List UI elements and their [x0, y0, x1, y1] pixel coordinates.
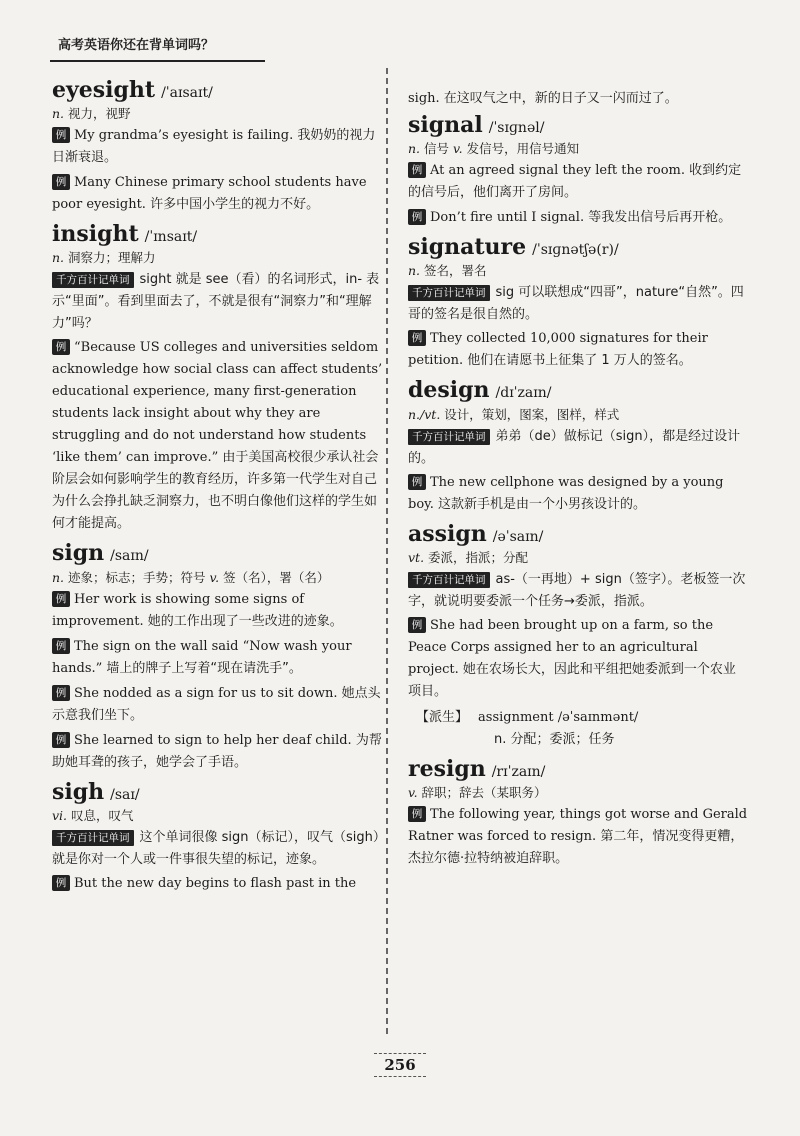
- example-sentence: [52, 589, 387, 633]
- dictionary-entry: [408, 378, 748, 515]
- example-zh: 她的工作出现了一些改进的迹象。: [147, 613, 343, 629]
- example-sentence: [52, 337, 387, 535]
- memo-badge: 千方百计记单词: [408, 572, 490, 588]
- entry-headline: [408, 522, 748, 546]
- example-badge: 例: [408, 806, 426, 822]
- entry-headline: [52, 541, 387, 565]
- example-badge: 例: [52, 685, 70, 701]
- derivation-label: 【派生】: [416, 709, 469, 725]
- page-header-title: 高考英语你还在背单词吗？: [58, 38, 215, 53]
- example-en: Many Chinese primary school students have poor eyesight.: [52, 175, 367, 213]
- example-sentence: [408, 615, 748, 703]
- example-badge: 例: [408, 617, 426, 633]
- pos-meaning: 视力，视野: [68, 106, 131, 122]
- example-badge: 例: [52, 875, 70, 891]
- phonetic: /ˈsɪɡnətʃə(r)/: [532, 242, 619, 259]
- example-zh: 她在农场长大，因此和平组把她委派到一个农业项目。: [408, 661, 736, 699]
- page-number: 256: [374, 1053, 425, 1077]
- example-zh: 收到约定的信号后，他们离开了房间。: [408, 163, 742, 201]
- example-badge: 例: [408, 474, 426, 490]
- example-badge: 例: [52, 127, 70, 143]
- headword: sigh: [52, 778, 105, 805]
- pos-tag: n.: [52, 569, 65, 585]
- memo-text: sig 可以联想成“四哥”，nature“自然”。四哥的签名是很自然的。: [408, 285, 744, 323]
- part-of-speech-line: [408, 783, 748, 801]
- memo-text: 这个单词很像 sign（标记），叹气（sigh）就是你对一个人或一件事很失望的标记，迹象。: [52, 829, 386, 867]
- phonetic: /əˈsaɪn/: [492, 528, 544, 545]
- entry-headline: [408, 757, 748, 781]
- example-en: Her work is showing some signs of improvement.: [52, 591, 305, 629]
- example-badge: 例: [52, 339, 70, 355]
- example-badge: 例: [408, 162, 426, 178]
- example-zh: 为帮助她耳聋的孩子，她学会了手语。: [52, 732, 382, 770]
- pos-tag: n.: [408, 141, 421, 157]
- part-of-speech-line: [408, 548, 748, 566]
- dictionary-entry: [408, 235, 748, 372]
- phonetic: /saɪn/: [110, 548, 149, 565]
- part-of-speech-line: [52, 104, 387, 122]
- example-en: They collected 10,000 signatures for their petition.: [408, 331, 708, 369]
- entry-headline: [408, 113, 748, 137]
- memory-tip: [52, 269, 387, 335]
- example-en: The following year, things got worse and Gerald Ratner was forced to resign.: [408, 806, 748, 844]
- pos-tag: v.: [209, 569, 220, 585]
- pos-meaning: 设计，策划，图案，图样，样式: [444, 406, 620, 422]
- example-sentence: [52, 683, 387, 727]
- entry-headline: [52, 780, 387, 804]
- example-sentence: [52, 125, 387, 169]
- pos-meaning: 辞职；辞去（某职务）: [421, 784, 547, 800]
- example-en: The new cellphone was designed by a young boy.: [408, 474, 724, 512]
- example-sentence: [52, 873, 387, 895]
- memo-badge: 千方百计记单词: [52, 272, 134, 288]
- dictionary-entry: [52, 222, 387, 535]
- pos-tag: n.: [52, 250, 65, 266]
- example-badge: 例: [408, 209, 426, 225]
- pos-meaning: 迹象；标志；手势；符号: [68, 569, 206, 585]
- derivation-meaning: n. 分配；委派；任务: [494, 731, 615, 747]
- memo-badge: 千方百计记单词: [408, 285, 490, 301]
- phonetic: /ˈaɪsaɪt/: [161, 85, 213, 101]
- example-en: She had been brought up on a farm, so the Peace Corps assigned her to an agricultural project.: [408, 617, 714, 677]
- headword: design: [408, 377, 490, 404]
- memo-text: sight 就是 see（看）的名词形式，in- 表示“里面”。看到里面去了，不就是很有“洞察力”和“理解力”吗？: [52, 272, 380, 332]
- pos-tag: n./vt.: [408, 406, 441, 422]
- headword: signal: [408, 112, 483, 138]
- headword: signature: [408, 234, 527, 261]
- dictionary-entry: [408, 757, 748, 870]
- example-zh: 第二年，情况变得更糟，杰拉尔德·拉特纳被迫辞职。: [408, 828, 744, 866]
- entry-headline: [408, 235, 748, 259]
- part-of-speech-line: [408, 139, 748, 157]
- pos-tag: v.: [453, 141, 463, 157]
- pos-tag: n.: [408, 263, 421, 279]
- left-column: [52, 78, 387, 901]
- memo-badge: 千方百计记单词: [52, 830, 134, 846]
- pos-meaning: 签名，署名: [424, 263, 487, 279]
- headword: assign: [408, 520, 487, 547]
- example-badge: 例: [52, 638, 70, 654]
- dictionary-entry: [408, 522, 748, 751]
- example-en: But the new day begins to flash past in the: [74, 875, 357, 891]
- memory-tip: [408, 569, 748, 613]
- example-badge: 例: [408, 330, 426, 346]
- example-zh: 许多中国小学生的视力不好。: [150, 197, 320, 213]
- part-of-speech-line: [52, 568, 387, 586]
- example-sentence: [408, 472, 748, 516]
- pos-meaning: 签（名），署（名）: [223, 569, 330, 585]
- example-sentence: [408, 207, 748, 229]
- dictionary-entry: [52, 780, 387, 895]
- pos-meaning: 洞察力；理解力: [68, 250, 156, 266]
- example-en: At an agreed signal they left the room.: [430, 163, 685, 179]
- example-sentence: [52, 636, 387, 680]
- phonetic: /saɪ/: [110, 786, 140, 803]
- example-sentence: [408, 328, 748, 372]
- dictionary-entry: [52, 78, 387, 216]
- example-zh: 这款新手机是由一个小男孩设计的。: [438, 496, 647, 512]
- example-badge: 例: [52, 732, 70, 748]
- memo-text: 弟弟（de）做标记（sign），都是经过设计的。: [408, 428, 741, 466]
- memory-tip: [408, 282, 748, 326]
- entry-headline: [408, 378, 748, 402]
- pos-tag: n.: [52, 106, 65, 122]
- dictionary-entry: [408, 113, 748, 229]
- page-number-wrap: [0, 1056, 800, 1074]
- example-en: Don’t fire until I signal.: [430, 210, 585, 226]
- entry-headline: [52, 78, 387, 102]
- headword: sign: [52, 540, 105, 567]
- memory-tip: [52, 827, 387, 871]
- example-en: My grandma’s eyesight is failing.: [74, 128, 294, 144]
- example-zh: 他们在请愿书上征集了 1 万人的签名。: [467, 353, 692, 369]
- example-sentence: [408, 160, 748, 204]
- headword: resign: [408, 755, 486, 782]
- example-zh: 墙上的牌子上写着“现在请洗手”。: [106, 660, 302, 676]
- part-of-speech-line: [52, 806, 387, 824]
- example-sentence: [52, 172, 387, 216]
- phonetic: /ˈsɪɡnəl/: [488, 120, 545, 136]
- example-badge: 例: [52, 174, 70, 190]
- example-zh: 我奶奶的视力日渐衰退。: [52, 128, 376, 166]
- part-of-speech-line: [52, 248, 387, 266]
- memory-tip: [408, 426, 748, 470]
- headword: eyesight: [52, 77, 156, 103]
- example-sentence: [408, 804, 748, 870]
- example-sentence: [52, 730, 387, 774]
- derivation: [416, 707, 748, 751]
- header-rule: [50, 60, 265, 62]
- entry-headline: [52, 222, 387, 246]
- example-badge: 例: [52, 591, 70, 607]
- pos-meaning: 发信号，用信号通知: [466, 141, 580, 157]
- pos-meaning: 信号: [424, 141, 450, 157]
- pos-tag: vt.: [408, 549, 425, 565]
- pos-meaning: 叹息，叹气: [71, 807, 134, 823]
- example-zh: 她点头示意我们坐下。: [52, 685, 381, 723]
- continuation-text: sigh. 在这叹气之中，新的日子又一闪而过了。: [408, 91, 678, 106]
- pos-tag: vi.: [52, 807, 68, 823]
- part-of-speech-line: [408, 261, 748, 279]
- right-column: [408, 86, 748, 876]
- example-en: The sign on the wall said “Now wash your hands.”: [52, 638, 352, 676]
- example-zh: 由于美国高校很少承认社会阶层会如何影响学生的教育经历，许多第一代学生对自己为什么会挣扎缺乏洞察力，也不明白像他们这样的学生如何才能提高。: [52, 450, 379, 532]
- phonetic: /rɪˈzaɪn/: [491, 763, 546, 780]
- derivation-word: assignment /əˈsaɪnmənt/: [478, 709, 639, 725]
- example-zh: 等我发出信号后再开枪。: [588, 210, 732, 226]
- pos-tag: v.: [408, 784, 418, 800]
- example-en: She nodded as a sign for us to sit down.: [74, 685, 338, 701]
- example-en: She learned to sign to help her deaf child.: [74, 732, 352, 748]
- memo-text: as-（一再地）+ sign（签字）。老板签一次字，就说明要委派一个任务→委派，指派。: [408, 571, 746, 609]
- memo-badge: 千方百计记单词: [408, 429, 490, 445]
- pos-meaning: 委派，指派；分配: [428, 549, 529, 565]
- example-en: “Because US colleges and universities seldom acknowledge how social class can affect students’ educational experience, many first-generation students lack insight about why they are struggling and do not understand how students ‘like them’ can improve.”: [52, 340, 383, 466]
- dictionary-entry: [52, 541, 387, 773]
- phonetic: /ˈɪnsaɪt/: [144, 229, 198, 246]
- phonetic: /dɪˈzaɪn/: [495, 385, 552, 402]
- part-of-speech-line: [408, 405, 748, 423]
- headword: insight: [52, 221, 139, 248]
